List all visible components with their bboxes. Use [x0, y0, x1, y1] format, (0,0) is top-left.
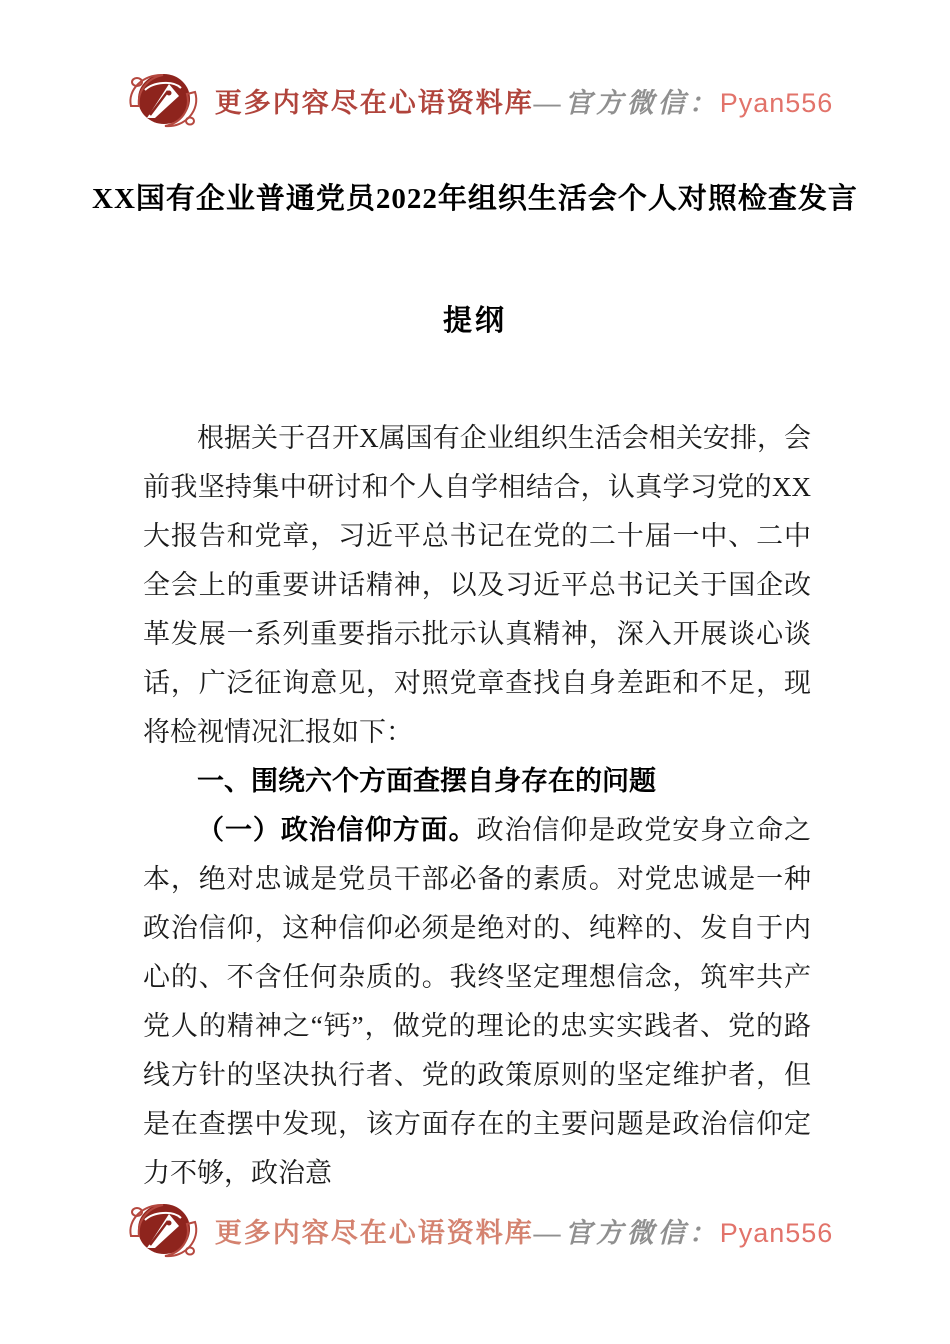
subsection-text: 政治信仰是政党安身立命之本，绝对忠诚是党员干部必备的素质。对党忠诚是一种政治信仰，这种信仰必须是绝对的、纯粹的、发自于内心的、不含任何杂质的。我终坚定理想信念，筑牢共产党人的精神之“钙”，做党的理论的忠实实践者、党的路线方针的坚决执行者、党的政策原则的坚定维护者，但是在查摆中发现，该方面存在的主要问题是政治信仰定力不够，政治意	[143, 815, 812, 1188]
document-title-line2: 提纲	[442, 305, 507, 337]
footer-brand-bar	[0, 1196, 950, 1264]
brand-wechat-id: Pyan556	[719, 1217, 834, 1248]
subsection-paragraph	[143, 806, 811, 1198]
intro-paragraph: 根据关于召开X属国有企业组织生活会相关安排，会前我坚持集中研讨和个人自学相结合，认真学习党的XX大报告和党章，习近平总书记在党的二十届一中、二中全会上的重要讲话精神，以及习近平总书记关于国企改革发展一系列重要指示批示认真精神，深入开展谈心谈话，广泛征询意见，对照党章查找自身差距和不足，现将检视情况汇报如下：	[143, 423, 811, 747]
pen-nib-seal-logo-icon	[117, 1196, 205, 1264]
brand-name: 更多内容尽在心语资料库	[214, 87, 534, 118]
brand-separator-label: —官方微信：	[533, 1217, 720, 1248]
pen-nib-seal-logo-icon	[117, 66, 205, 134]
document-body	[143, 414, 811, 1198]
brand-name: 更多内容尽在心语资料库	[214, 1217, 534, 1248]
section-heading: 一、围绕六个方面查摆自身存在的问题	[197, 766, 656, 796]
header-brand-bar	[0, 66, 950, 134]
brand-text	[215, 81, 834, 120]
brand-wechat-id: Pyan556	[719, 87, 834, 118]
brand-text	[215, 1211, 834, 1250]
subsection-lead: （一）政治信仰方面。	[197, 815, 477, 845]
brand-separator-label: —官方微信：	[533, 87, 720, 118]
document-title-line1: XX国有企业普通党员2022年组织生活会个人对照检查发言	[92, 183, 858, 215]
